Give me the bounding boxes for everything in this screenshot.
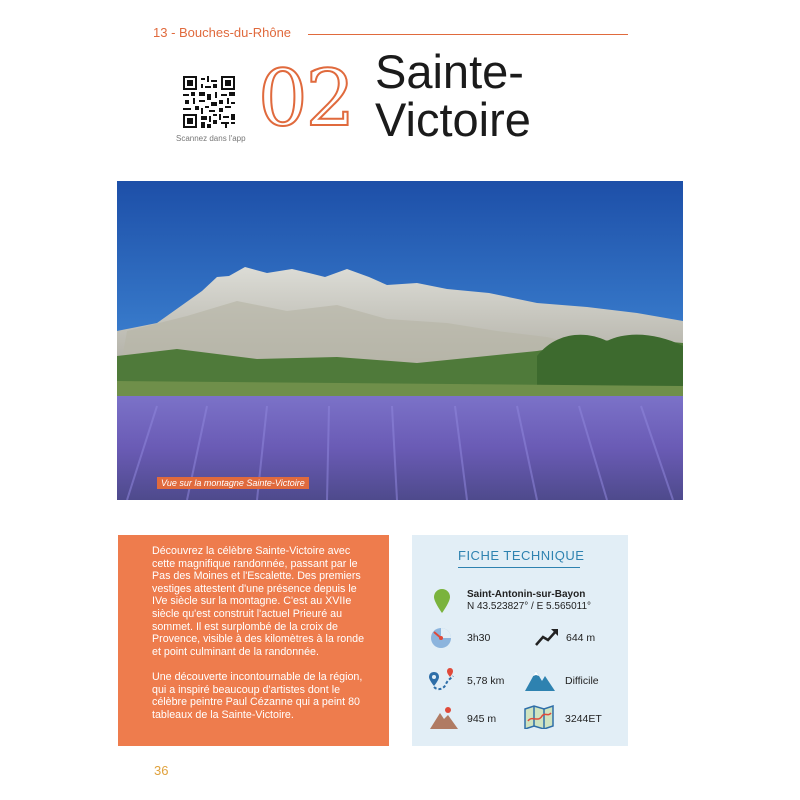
route-title-line-2: Victoire xyxy=(375,93,531,146)
elevation-gain-value: 644 m xyxy=(566,632,596,644)
duration-value: 3h30 xyxy=(467,632,491,644)
page-number: 36 xyxy=(154,763,169,778)
qr-caption: Scannez dans l'app xyxy=(176,134,246,143)
intro-paragraph-2: Une découverte incontournable de la région, qui a inspiré beaucoup d'artistes dont le célèbre peintre Paul Cézanne qui a peint 80 tableaux de la Sainte-Victoire. xyxy=(152,670,363,721)
start-pin-icon xyxy=(434,589,450,618)
distance-value: 5,78 km xyxy=(467,675,505,687)
difficulty-value: Difficile xyxy=(565,675,599,687)
intro-box xyxy=(118,535,389,746)
header-rule xyxy=(308,34,628,35)
map-icon xyxy=(524,705,554,734)
distance-route-icon xyxy=(428,668,456,697)
map-reference-value: 3244ET xyxy=(565,713,602,725)
qr-code-icon[interactable] xyxy=(183,76,235,128)
start-location-name: Saint-Antonin-sur-Bayon xyxy=(467,589,586,600)
fiche-title-rule xyxy=(458,567,580,568)
altitude-peak-icon xyxy=(430,707,458,734)
landscape-photo xyxy=(117,181,683,500)
fiche-technique-panel xyxy=(412,535,628,746)
fiche-title: FICHE TECHNIQUE xyxy=(458,548,585,563)
route-title xyxy=(375,45,531,146)
route-number: 02 xyxy=(258,54,354,144)
route-title-line-1: Sainte- xyxy=(375,45,524,98)
intro-paragraph-1: Découvrez la célèbre Sainte-Victoire avec cette magnifique randonnée, passant par le Pas des Moines et l'Escalette. Des premiers vestiges attestent d'une présence depuis le IVe siècle sur la montagne. C'est au XVIIe siècle qu'est construit l'actuel Prieuré au sommet. Il est surplombé de la croix de Provence, visible à des kilomètres à la ronde et point culminant de la randonnée. xyxy=(152,545,365,658)
difficulty-mountain-icon xyxy=(525,667,555,696)
section-label: 13 - Bouches-du-Rhône xyxy=(153,25,292,40)
altitude-value: 945 m xyxy=(467,713,497,725)
photo-caption: Vue sur la montagne Sainte-Victoire xyxy=(157,477,309,489)
elevation-gain-icon xyxy=(535,627,559,652)
duration-gauge-icon xyxy=(430,627,452,654)
start-coordinates: N 43.523827° / E 5.565011° xyxy=(467,601,592,612)
